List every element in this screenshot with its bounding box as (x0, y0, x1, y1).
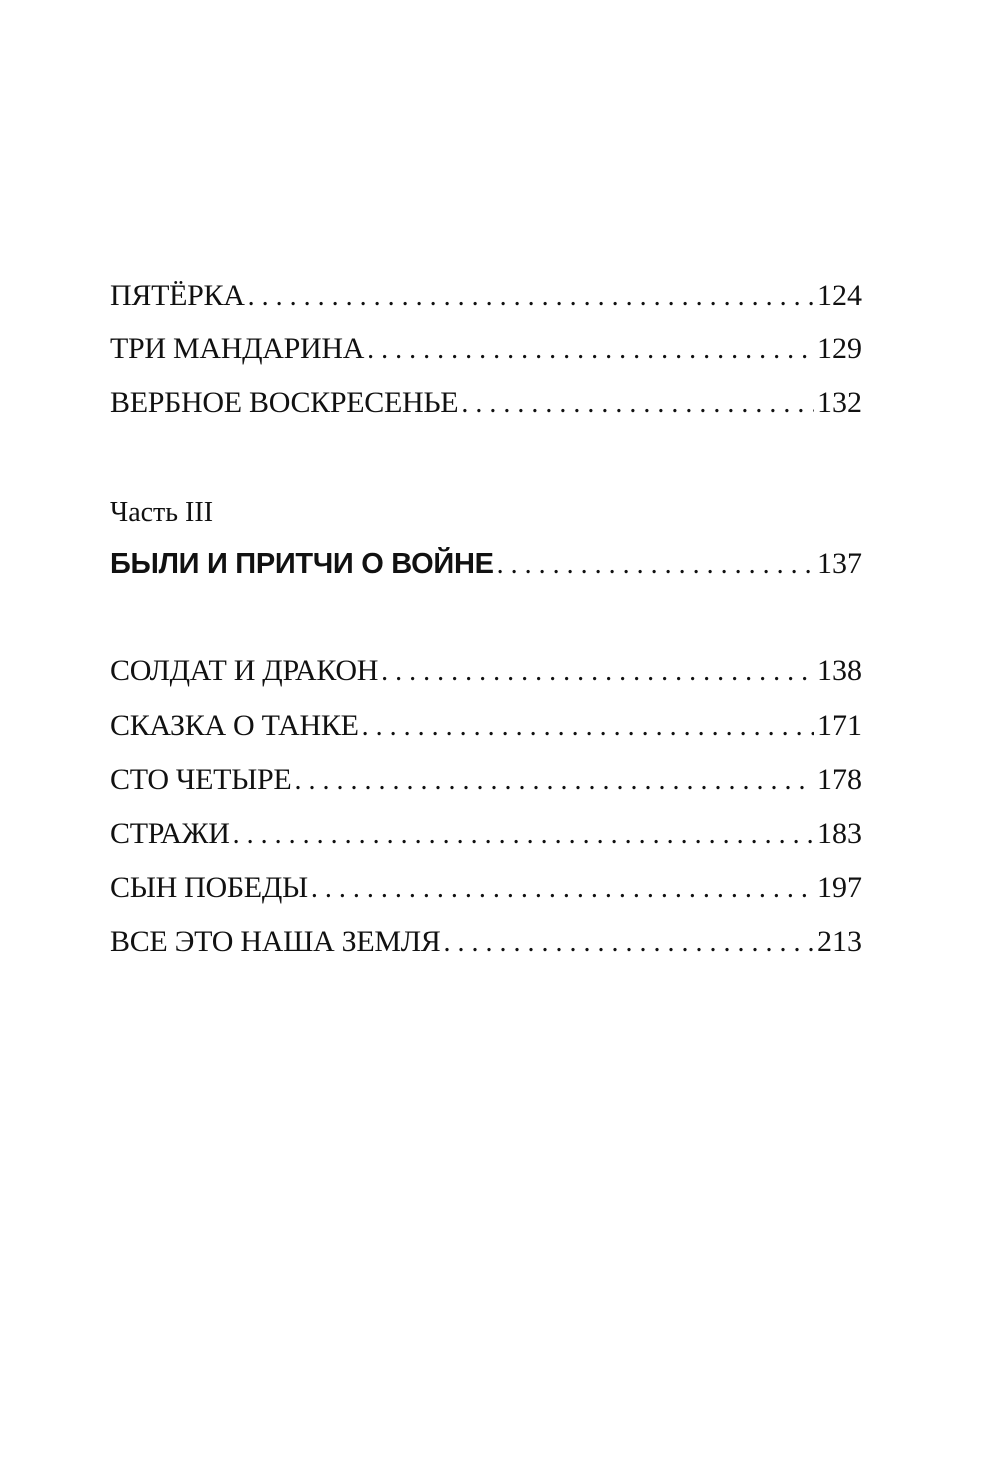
dot-leader (461, 386, 814, 422)
toc-entry (110, 924, 862, 961)
dot-leader (444, 925, 815, 961)
toc-entry-title: СОЛДАТ И ДРАКОН (110, 654, 379, 687)
toc-entry-title: ТРИ МАНДАРИНА (110, 332, 365, 365)
toc-entry (110, 331, 862, 368)
dot-leader (497, 547, 814, 583)
toc-entry (110, 278, 862, 315)
toc-entry-title: ПЯТЁРКА (110, 279, 245, 312)
toc-part-entry (110, 546, 862, 583)
toc-entry-title: СКАЗКА О ТАНКЕ (110, 709, 359, 742)
toc-entry (110, 762, 862, 799)
toc-entry-page: 213 (817, 925, 862, 958)
toc-entry-page: 124 (817, 279, 862, 312)
toc-entry-page: 132 (817, 386, 862, 419)
toc-entry-page: 138 (817, 654, 862, 687)
toc-entry-title: ВЕРБНОЕ ВОСКРЕСЕНЬЕ (110, 386, 459, 419)
toc-entry-page: 178 (817, 763, 862, 796)
toc-entry-title: СТРАЖИ (110, 817, 230, 850)
toc-entry-page: 171 (817, 709, 862, 742)
dot-leader (248, 279, 814, 315)
toc-entry-title: СТО ЧЕТЫРЕ (110, 763, 292, 796)
toc-entry (110, 816, 862, 853)
toc-entry-page: 129 (817, 332, 862, 365)
part-label: Часть III (110, 497, 214, 528)
toc-entry (110, 385, 862, 422)
toc-entry-title: ВСЕ ЭТО НАША ЗЕМЛЯ (110, 925, 441, 958)
dot-leader (233, 817, 814, 853)
dot-leader (294, 763, 814, 799)
dot-leader (367, 332, 814, 368)
part-title: БЫЛИ И ПРИТЧИ О ВОЙНЕ (110, 548, 494, 580)
toc-entry (110, 653, 862, 690)
dot-leader (381, 654, 814, 690)
dot-leader (362, 709, 814, 745)
toc-entry (110, 870, 862, 907)
dot-leader (311, 871, 814, 907)
toc-entry-page: 183 (817, 817, 862, 850)
part-page: 137 (817, 547, 862, 580)
toc-entry (110, 708, 862, 745)
toc-entry-title: СЫН ПОБЕДЫ (110, 871, 308, 904)
toc-entry-page: 197 (817, 871, 862, 904)
